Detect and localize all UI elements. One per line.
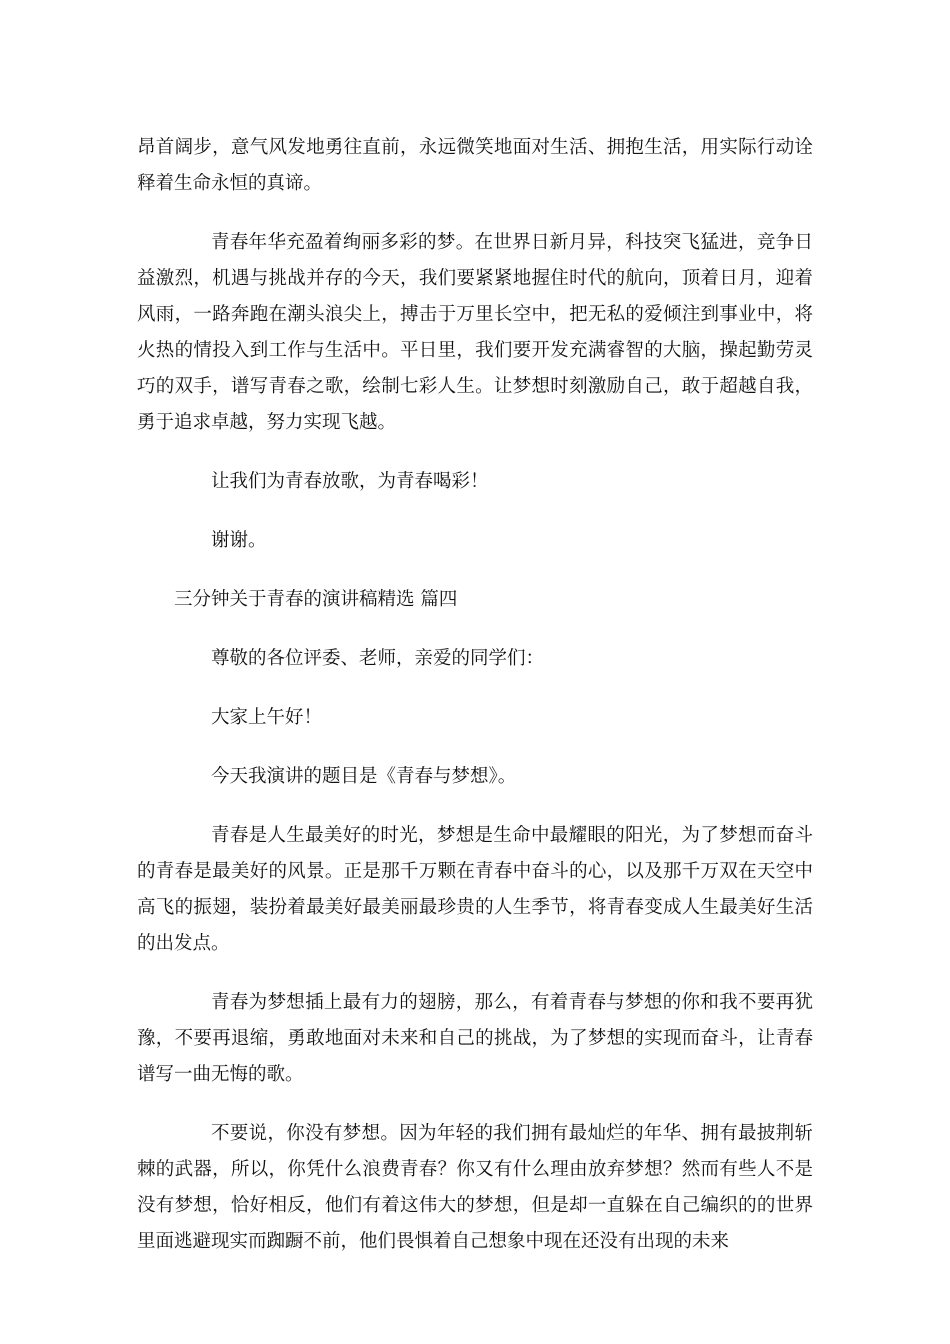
paragraph-youth-dreams: 青春年华充盈着绚丽多彩的梦。在世界日新月异，科技突飞猛进，竞争日益激烈，机遇与挑战并存的今天，我们要紧紧地握住时代的航向，顶着日月，迎着风雨，一路奔跑在潮头浪尖上，搏击于万里长空中，把无私的爱倾注到事业中，将火热的情投入到工作与生活中。平日里，我们要开发充满睿智的大脑，操起勤劳灵巧的双手，谱写青春之歌，绘制七彩人生。让梦想时刻激励自己，敢于超越自我，勇于追求卓越，努力实现飞越。: [137, 232, 813, 433]
paragraph-cheer: 让我们为青春放歌，为青春喝彩！: [211, 471, 489, 492]
paragraph-topic: 今天我演讲的题目是《青春与梦想》。: [211, 766, 517, 787]
section-heading: 三分钟关于青春的演讲稿精选 篇四: [174, 589, 458, 610]
paragraph-greeting-audience: 尊敬的各位评委、老师，亲爱的同学们：: [211, 648, 545, 669]
paragraph-good-morning: 大家上午好！: [211, 707, 323, 728]
paragraph-dont-say: 不要说，你没有梦想。因为年轻的我们拥有最灿烂的年华、拥有最披荆斩棘的武器，所以，你凭什么浪费青春？你又有什么理由放弃梦想？然而有些人不是没有梦想，恰好相反，他们有着这伟大的梦想，但是却一直躲在自己编织的的世界里面逃避现实而踟蹰不前，他们畏惧着自己想象中现在还没有出现的未来: [137, 1123, 813, 1252]
paragraph-thanks: 谢谢。: [211, 530, 267, 551]
paragraph-continuation: 昂首阔步，意气风发地勇往直前，永远微笑地面对生活、拥抱生活，用实际行动诠释着生命永恒的真谛。: [137, 137, 813, 194]
document-body: [137, 130, 813, 1283]
paragraph-youth-best-time: 青春是人生最美好的时光，梦想是生命中最耀眼的阳光，为了梦想而奋斗的青春是最美好的风景。正是那千万颗在青春中奋斗的心，以及那千万双在天空中高飞的振翅，装扮着最美好最美丽最珍贵的人生季节，将青春变成人生最美好生活的出发点。: [137, 825, 813, 954]
paragraph-wings: 青春为梦想插上最有力的翅膀，那么，有着青春与梦想的你和我不要再犹豫，不要再退缩，勇敢地面对未来和自己的挑战，为了梦想的实现而奋斗，让青春谱写一曲无悔的歌。: [137, 992, 813, 1085]
